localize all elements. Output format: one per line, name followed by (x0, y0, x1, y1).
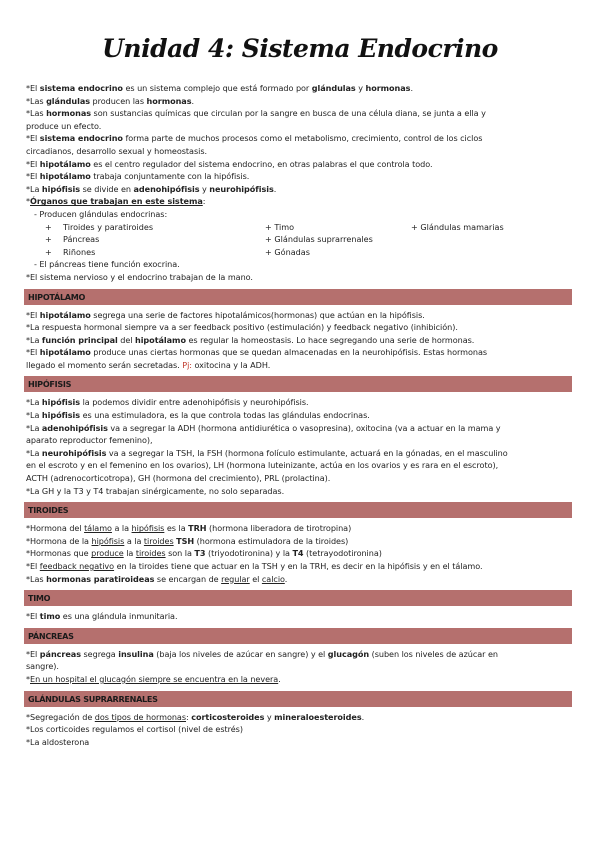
list-item: + Riñones (45, 246, 96, 257)
intro-line: - El páncreas tiene función exocrina. (34, 259, 180, 270)
intro-line: - Producen glándulas endocrinas: (34, 208, 168, 219)
section-line: *El timo es una glándula inmunitaria. (26, 611, 178, 622)
section-line: *Hormona del tálamo a la hipófisis es la TRH (hormona liberadora de tirotropina) (26, 523, 352, 534)
section-line: *Hormonas que produce la tiroides son la T3 (triyodotironina) y la T4 (tetrayodotironina) (26, 548, 382, 559)
list-item: + Timo (265, 221, 295, 232)
intro-line: *Las hormonas son sustancias químicas que circulan por la sangre en busca de una célula diana, se junta a ella y (26, 108, 486, 119)
intro-line: produce un efecto. (26, 120, 102, 131)
intro-line: *El hipotálamo es el centro regulador del sistema endocrino, en otras palabras el que controla todo. (26, 158, 433, 169)
intro-line: *Las glándulas producen las hormonas. (26, 95, 195, 106)
intro-line: *El sistema endocrino es un sistema complejo que está formado por glándulas y hormonas. (26, 83, 413, 93)
intro-line: *Órganos que trabajan en este sistema: (26, 196, 206, 207)
organ-column-1 (26, 221, 265, 259)
list-item: + Glándulas suprarrenales (265, 234, 373, 245)
intro-line: *El sistema endocrino forma parte de muchos procesos como el metabolismo, crecimiento, control de los ciclos (26, 133, 483, 144)
section-line: *La adenohipófisis va a segregar la ADH (hormona antidiurética o vasopresina), oxitocina (va a actuar en la mama y (26, 422, 501, 433)
section-line: *Hormona de la hipófisis a la tiroides TSH (hormona estimuladora de la tiroides) (26, 535, 349, 546)
section-line: *La respuesta hormonal siempre va a ser feedback positivo (estimulación) y feedback negativo (inhibición). (26, 322, 458, 333)
list-item: + Páncreas (45, 234, 100, 245)
section-line: *El hipotálamo produce unas ciertas hormonas que se quedan almacenadas en la neurohipófisis. Estas hormonas (26, 347, 488, 358)
intro-line: *El sistema nervioso y el endocrino trabajan de la mano. (26, 271, 253, 282)
section-line: *La función principal del hipotálamo es regular la homeostasis. Lo hace segregando una serie de hormonas. (26, 334, 475, 345)
section-header-timo: TIMO (24, 590, 572, 606)
document-body (26, 82, 576, 748)
organ-column-3 (411, 221, 571, 259)
organ-list (26, 221, 576, 259)
section-line: *Los corticoides regulamos el cortisol (nivel de estrés) (26, 724, 243, 735)
section-header-tiroides: TIROIDES (24, 502, 572, 518)
section-header-hipofisis: HIPÓFISIS (24, 376, 572, 392)
section-line: sangre). (26, 661, 59, 672)
section-line: *La aldosterona (26, 736, 90, 747)
section-line: *El hipotálamo segrega una serie de factores hipotalámicos(hormonas) que actúan en la hipófisis. (26, 309, 425, 320)
section-line: llegado el momento serán secretadas. Pj: oxitocina y la ADH. (26, 359, 271, 370)
section-header-pancreas: PÁNCREAS (24, 628, 572, 644)
section-line: *Segregación de dos tipos de hormonas: corticosteroides y mineraloesteroides. (26, 711, 365, 722)
section-line: *La neurohipófisis va a segregar la TSH, la FSH (hormona folículo estimulante, actuará en la gónadas, en el masculino (26, 447, 508, 458)
section-header-hipotalamo: HIPOTÁLAMO (24, 289, 572, 305)
page-title: Unidad 4: Sistema Endocrino (102, 34, 498, 63)
intro-line: *El hipotálamo trabaja conjuntamente con la hipófisis. (26, 171, 250, 182)
section-line: ACTH (adrenocorticotropa), GH (hormona del crecimiento), PRL (prolactina). (26, 473, 331, 484)
section-line: *En un hospital el glucagón siempre se encuentra en la nevera. (26, 673, 281, 684)
section-line: *Las hormonas paratiroideas se encargan de regular el calcio. (26, 573, 288, 584)
section-line: *La GH y la T3 y T4 trabajan sinérgicamente, no solo separadas. (26, 485, 285, 496)
intro-line: *La hipófisis se divide en adenohipófisis y neurohipófisis. (26, 183, 277, 194)
section-line: *El feedback negativo en la tiroides tiene que actuar en la TSH y en la TRH, es decir en la hipófisis y en el tálamo. (26, 561, 483, 571)
section-line: *El páncreas segrega insulina (baja los niveles de azúcar en sangre) y el glucagón (suben los niveles de azúcar en (26, 648, 498, 659)
list-item: + Tiroides y paratiroides (45, 221, 154, 232)
section-line: *La hipófisis es una estimuladora, es la que controla todas las glándulas endocrinas. (26, 410, 370, 421)
section-line: aparato reproductor femenino), (26, 435, 153, 446)
intro-line: circadianos, desarrollo sexual y homeostasis. (26, 145, 208, 156)
list-item: + Glándulas mamarias (411, 221, 504, 232)
section-line: *La hipófisis la podemos dividir entre adenohipófisis y neurohipófisis. (26, 397, 309, 408)
list-item: + Gónadas (265, 246, 310, 257)
organ-column-2 (265, 221, 411, 259)
section-header-suprarrenales: GLÁNDULAS SUPRARRENALES (24, 691, 572, 707)
section-line: en el escroto y en el femenino en los ovarios), LH (hormona luteinizante, actúa en los ovarios y es rara en el escroto), (26, 460, 499, 471)
